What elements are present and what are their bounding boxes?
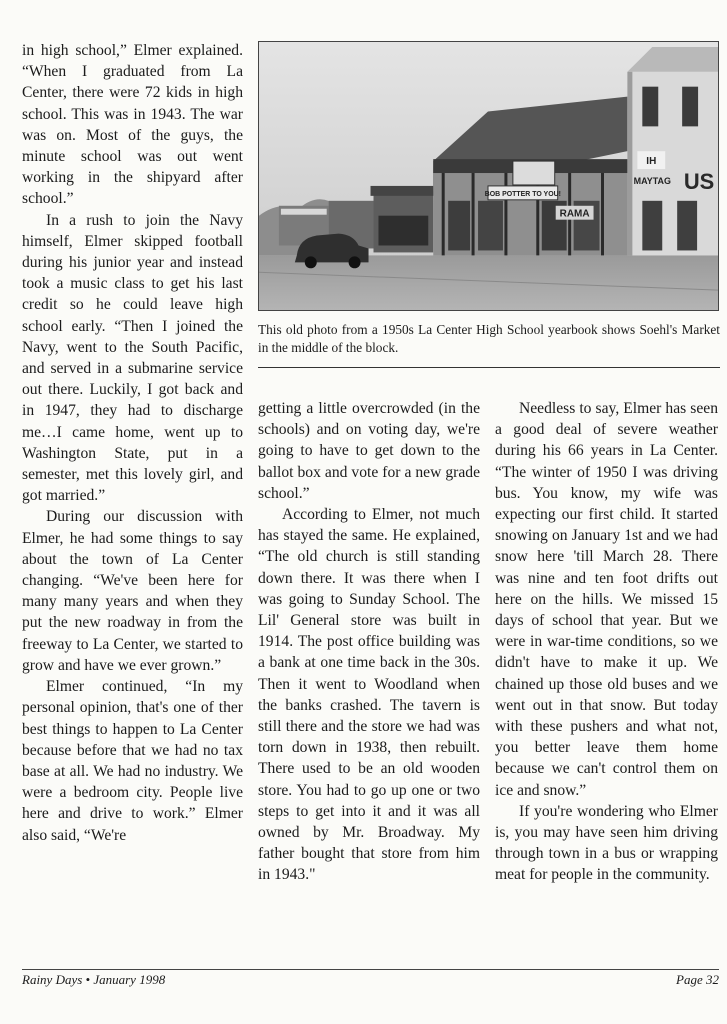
publication-name: Rainy Days • January 1998	[22, 972, 166, 987]
historic-photo	[258, 41, 719, 311]
paragraph: According to Elmer, not much has stayed the same. He explained, “The old church is still standing down there. It was there when I was going to Sunday School. The Lil' General store was built in 1914. The post office building was a bank at one time back in the 30s. Then it went to Woodland when the banks crashed. The tavern is still there and the store we had was torn down in 1938, then rebuilt. There used to be an old wooden store. You had to go up one or two steps to get into it and it was all owned by Mr. Broadway. My father bought that store from him in 1943."	[258, 506, 480, 884]
footer-divider	[22, 969, 719, 970]
paragraph: Needless to say, Elmer has seen a good deal of severe weather during his 66 years in La Center. “The winter of 1950 I was driving bus. You know, my wife was expecting our first child. It started snowing on January 1st and we had snow here 'till March 28. There was nine and ten foot drifts out here on the hills. We missed 15 days of school that year. But we were in war-time conditions, so we didn't have to make it up. We chained up those old buses and we went out in that snow. But today with these pushers and what not, you better leave them home because we can't control them on ice and snow.”	[495, 400, 718, 799]
photo-sign-rama: RAMA	[559, 208, 590, 220]
page-number: Page 32	[676, 972, 719, 987]
photo-sign-maytag: MAYTAG	[633, 175, 671, 186]
photo-sign-us: US	[683, 168, 715, 194]
article-column-1	[22, 40, 243, 846]
article-column-3	[495, 398, 718, 886]
photo-caption: This old photo from a 1950s La Center High School yearbook shows Soehl's Market in the middle of the block.	[258, 322, 720, 355]
paragraph: Elmer continued, “In my personal opinion, that's one of ther best things to happen to La Center because before that we had no tax base at all. We had no industry. We were a bedroom city. People live here and drive to work.” Elmer also said, “We're	[22, 678, 243, 844]
paragraph: in high school,” Elmer explained. “When I graduated from La Center, there were 72 kids in high school. This was in 1943. The war was on. Most of the guys, the minute school was out went working in the shipyard after school.”	[22, 42, 243, 208]
street-scene-illustration	[259, 42, 718, 310]
paragraph: In a rush to join the Navy himself, Elmer skipped football during his junior year and instead took a music class to get his last credit so he could leave high school early. “Then I joined the Navy, went to the South Pacific, and served in a submarine service out there. Luckily, I got back and in 1947, they had to discharge me…I came home, went up to Washington State, put in a semester, met this lovely girl, and got married.”	[22, 211, 243, 505]
paragraph: During our discussion with Elmer, he had some things to say about the town of La Center changing. “We've been here for many many years and when they put the new roadway in from the freeway to La Center, we started to grow and have we ever grown.”	[22, 508, 243, 674]
article-column-2	[258, 398, 480, 886]
paragraph: If you're wondering who Elmer is, you may have seen him driving through town in a bus or wrapping meat for people in the community.	[495, 802, 718, 884]
photo-sign-left: BOB POTTER TO YOU!	[484, 190, 561, 198]
paragraph: getting a little overcrowded (in the schools) and on voting day, we're going to have to get down to the ballot box and vote for a new grade school.”	[258, 400, 480, 502]
caption-divider	[258, 367, 720, 368]
photo-sign-ih: IH	[646, 156, 657, 168]
